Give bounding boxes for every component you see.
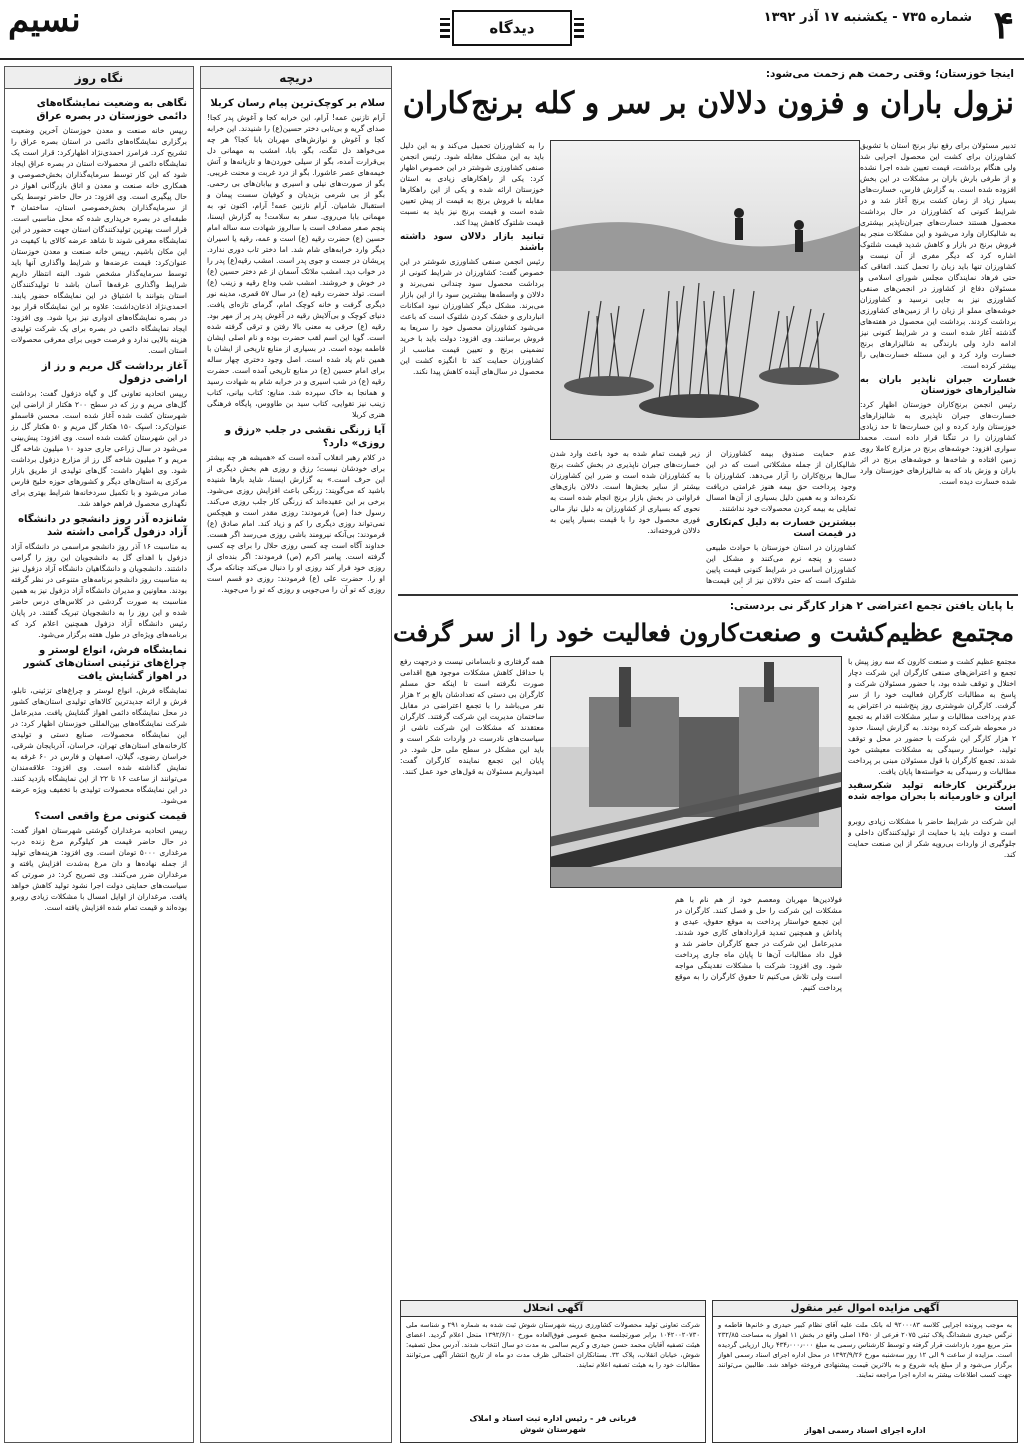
- article-paragraph: تدبیر مسئولان برای رفع نیاز برنج استان با تشویق کشاورزان برای کشت این محصول اجرایی شد ولی هنگام برداشت، قیمت تعیین شده اجرا نشده و از طرفی بارش باران بر مشکلات در این بخش افزوده شده است. به گزارش فارس، خسارت‌های بسیار زیاد از زمان کشت برنج آغاز شد و در شرایط کنونی که کشاورزان در حال برداشت محصول هستند خسارت‌های جبران‌ناپذیر بیشتری به شالیکاران وارد می‌شود و این مشکلات منجر به فروش برنج در بازار و کاهش شدید قیمت شلتوک اشاره کرد که دیگر مفری از آن نیست و کشاورزان تنها باید زبان را تحمل کنند. اتفاقی که حتی فرهاد نمایندگان مجلس شورای اسلامی و مسئولان دفاع از کشاورز در انجمن‌های صنفی کشاورزی نیز به جایی نرسید و کشاورزان خوشه‌های مملو از زبان را از زمین‌های کشاورزی برداشت کردند. برداشت این محصول در هفته‌های گذشته آغاز شده است و در شرایط کنونی نیز ادامه دارد ولی بارندگی به شالیزارهای برنج خسارت وارد کرد و این مسئله خسارت‌هایی را بیشتر کرده است.: [860, 141, 1016, 370]
- article-headline: نزول باران و فزون دلالان بر سر و کله برنج‌کاران: [402, 86, 1014, 121]
- article-body: [400, 656, 544, 1086]
- article-subheading: خسارت جبران ناپذیر باران به شالیزارهای خوزستان: [860, 375, 1016, 396]
- ad-title: آگهی انحلال: [401, 1301, 705, 1317]
- newspaper-logo: نسیم: [8, 0, 81, 40]
- ad-text: به موجب پرونده اجرایی کلاسه ۹۲۰۰۰۸۳ له بانک ملت علیه آقای نظام کبیر حیدری و خانم‌ها فاطمه و نرگس حیدری ششدانگ پلاک ثبتی ۲۰۷۵ فرعی از ۱۴۵۰ اصلی واقع در بخش ۱۱ اهواز به مساحت ۲۳۲/۸۵ متر مربع مورد بازداشت قرار گرفته و توسط کارشناس رسمی به مبلغ ۴۳۴٫۰۰۰٫۰۰۰ ریال ارزیابی گردیده است. مزایده از ساعت ۹ الی ۱۲ روز سه‌شنبه مورخ ۱۳۹۲/۹/۲۶ در محل اداره اجرای اسناد رسمی اهواز برگزار می‌شود و از مبلغ پایه شروع و به بالاترین قیمت پیشنهادی فروخته خواهد شد. طالبین می‌توانند جهت کسب اطلاعات بیشتر به اداره اجرا مراجعه نمایند.: [718, 1321, 1013, 1379]
- news-text: به مناسبت ۱۶ آذر روز دانشجو مراسمی در دانشگاه آزاد دزفول با اهدای گل به دانشجویان این روز را گرامی داشتند. دانشجویان و دانشگاهیان دانشگاه آزاد دزفول نیز به مناسبت روز دانشجو برنامه‌های متنوعی در نظر گرفته بودند. معاونین و مدیران دانشگاه آزاد دزفول نیز به همین مناسبت به صورت گردشی در کلاس‌های درس حاضر شده و این روز را به دانشجویان تبریک گفتند. در پایان رئیس دانشگاه آزاد دزفول همچنین اعلام کرد که برنامه‌های ویژه‌ای در طول هفته برگزار می‌شود.: [11, 542, 187, 639]
- article-paragraph: رئیس انجمن صنفی کشاورزی شوشتر در این خصوص گفت: کشاورزان در شرایط کنونی از برداشت محصول سود چندانی نمی‌برند و دلالان و واسطه‌ها بیشترین سود را از این بازار می‌برند. مشکل دیگر کشاورزان نبود امکانات انبارداری و خشک کردن شلتوک است که باعث می‌شود کشاورزان محصول خود را سریعا به فروش برسانند. وی افزود: دولت باید با خرید تضمینی برنج و تعیین قیمت مناسب از کشاورزان حمایت کند تا انگیزه کشت این محصول در سال‌های آینده کاهش پیدا نکند.: [400, 257, 544, 376]
- section-title: دیدگاه: [452, 10, 572, 46]
- ad-signature: قربانی فر - رئیس اداره ثبت اسناد و املاک: [469, 1414, 637, 1423]
- issue-info: شماره ۷۳۵ - یکشنبه ۱۷ آذر ۱۳۹۲: [763, 10, 972, 25]
- article-kicker: با پایان یافتن تجمع اعتراضی ۲ هزار کارگر نی بردستی:: [729, 600, 1014, 612]
- news-headline: قیمت کنونی مرغ واقعی است؟: [34, 811, 187, 822]
- article-body: [675, 894, 842, 1084]
- news-text: آرام تازنین عمه! آرام، این خرابه کجا و آغوش پدر کجا! صدای گریه و بی‌تابی دختر حسین(ع) را شنیدند. این خرابه کجا و آغوش و نوازش‌های مهربان بابا کجا؟ هر چه می‌خواهد دل تنگت، بگو. بابا، امشب به مهمانی دل بی‌قرارت آمده، بگو از سیلی خوردن‌ها و تازیانه‌ها و آتش خیمه‌های عصر عاشورا. بگو از درد غربت و محنت غریبی. بگو از صورت‌های نیلی و اسیری و بیابان‌های بی رحمی. بگو از بی شرمی بزیدیان و کوفیان سست پیمان و استقبال شامیان. آرام نازنین عمه! آرام، اکنون تو، به مهمانی بابا می‌روی. سفر به سلامت! به گزارش ایسنا، پنجم صفر مصادف است با سالروز شهادت سه ساله امام حسین (ع) حضرت رقیه (ع) است و عمه، رقیه یا اسیران دیگر وارد خرابه‌های شام شد. اما دختر تاب دوری ندارد. پریشان در جست و جوی پدر است. امشب رقیه(ع) پدر را در خواب دید. امشب ملائک آسمان از غم دختر حسین (ع) در خوش و خروشند. امشب شب وداع رقیه و زینب (ع) است. تولد حضرت رقیه (ع) در سال ۵۷ قمری، مدینه نور دیگری گرفت و خانه کوچک امام، گرمای تازه‌ای یافت. دنیای کوچک و بی‌آلایش رقیه در آغوش پدر پر از مهر بود. رقیه (ع) حرفی به معنی بالا رفتن و ترقی گرفته شده است. گویا این اسم لقب حضرت بوده و نام اصلی ایشان فاطمه بوده است. در بسیاری از منابع تاریخی از ایشان با همین نام یاد شده است. اصل وجود دختری چهار ساله برای امام حسین (ع) در منابع تاریخی آمده است. حضرت رقیه (ع) در شب اسیری و در خرابه شام به شهادت رسید و همانجا به خاک سپرده شد. منابع: کتاب بیانی، کتاب زینب نیز تقوایی، کتاب سید بن طاووس، پایگاه فرهنگی هنری کربلا: [207, 113, 385, 419]
- news-headline: آغاز برداشت گل مریم و رز از اراضی دزفول: [41, 361, 187, 385]
- ad-title: آگهی مزایده اموال غیر منقول: [713, 1301, 1017, 1317]
- article-paragraph: را به کشاورزان تحمیل می‌کند و به این دلیل باید به این مشکل مقابله شود. رئیس انجمن صنفی کشاورزی شوشتر در این خصوص اظهار کرد: یکی از راهکارهای زیادی به استان خوزستان ارائه شده و یکی از این راهکارها مقابله با فروش برنج به قیمت از پیش تعیین شده است و قیمت برنج نیز باید به نسبت قیمت شلتوک کاهش پیدا کند.: [400, 141, 544, 227]
- news-text: رییس اتحادیه تعاونی گل و گیاه دزفول گفت: برداشت گل‌های مریم و رز که در سطح ۲۰۰ هکتار از اراضی این شهرستان کشت شده آغاز شده است. محسن قاسملو عنوان‌کرد: اسپک ۱۵۰ هکتار گل مریم و ۵۰ هکتار گل رز در این شهرستان کشت شده است. وی افزود: پیش‌بینی می‌شود در سال زراعی جاری حدود ۱۰ میلیون شاخه گل مریم و ۲ میلیون شاخه گل رز از مزارع دزفول برداشت شود. وی اظهار داشت: گل‌های تولیدی از طریق بازار مرکزی به استان‌های دیگر و کشورهای حوزه خلیج فارس صادر می‌شود و با تکمیل سردخانه‌ها شرایط بهتری برای نگهداری محصول فراهم خواهد شد.: [11, 389, 187, 508]
- article-headline: مجتمع عظیم‌کشت و صنعت‌کارون فعالیت خود را از سر گرفت: [393, 618, 1014, 647]
- news-headline: شانزده آذر روز دانشجو در دانشگاه آزاد دزفول گرامی داشته شد: [18, 514, 187, 538]
- article-paragraph: همه گرفتاری و نابسامانی نیست و درجهت رفع با حداقل کاهش مشکلات موجود هیچ اقدامی صورت نگرفته است تا اینکه حق مسلم کارگران بی دستی که تعدادشان بالغ بر ۲ هزار نفر می‌باشد را با تجمع اعتراضی در مقابل ساختمان مدیریت این شرکت گرفتند. کارگران معتقدند که مشکلات این شرکت ناشی از سیاست‌های نادرست در واردات شکر است و باید این مشکل در سطح ملی حل شود. در پایان این تجمع نماینده کارگران گفت: امیدواریم مسئولان به قول‌های خود عمل کنند.: [400, 657, 544, 776]
- ad-signature: اداره اجرای اسناد رسمی اهواز: [804, 1426, 926, 1435]
- article-subheading: تبانید بازار دلالان سود داشته باشند: [400, 232, 544, 253]
- article-kicker: اینجا خوزستان؛ وقتی رحمت هم زحمت می‌شود:: [765, 68, 1014, 80]
- section-divider: [398, 594, 1018, 596]
- auction-ad: [712, 1300, 1018, 1443]
- news-text: در کلام رهبر انقلاب آمده است که «همیشه هر چه بیشتر برای خودشان نیست؛ رزق و روزی هم بخش دیگری از این حرف است.» به گزارش ایسنا، شاید بارها شنیده باشید که می‌گویند: زرنگی باعث افزایش روزی می‌شود. برخی بر این عقیده‌اند که زرنگی کار جلب روزی می‌کند. رسول خدا (ص) فرمودند: روزی مقدر است و هیچکس نمی‌تواند روزی دیگری را کم و زیاد کند. امام صادق (ع) فرمودند: بی‌آنکه نیرومند باشی روزی می‌رسد اگر هست. خداوند آگاه است چه کسی روزی حلال را برای چه کسی گرفته است. پیامبر اکرم (ص) فرمودند: اگر بنده‌ای از روزی خود فرار کند روزی او را دنبال می‌کند چنانکه مرگ او را. حضرت علی (ع) فرمودند: روزی دو قسم است روزی که تو آن را می‌جویی و روزی که تو را می‌جوید.: [207, 453, 385, 594]
- article-body: [400, 140, 544, 588]
- rice-field-photo: [550, 140, 860, 440]
- article-body: [706, 448, 856, 588]
- ad-signature: شهرستان شوش: [520, 1425, 586, 1434]
- article-body: [860, 140, 1016, 560]
- column-nagah-rooz: [4, 66, 194, 1443]
- factory-illustration: [550, 657, 841, 888]
- article-paragraph: مجتمع عظیم کشت و صنعت کارون که سه روز پیش با تجمع و اعتراض‌های صنفی کارگران این شرکت دچار اختلال و توقف شده بود، با حضور مسئولان شرکت و پاسخ به مطالبات کارگران فعالیت خود را از سر گرفت. کارگران شوشتری روز پنج‌شنبه در اعتراض به عدم پرداخت مطالبات و سایر مشکلات اقدام به تجمع در محوطه شرکت کرده بودند. به گزارش ایسنا، حدود ۲ هزار کارگر این شرکت با حضور در محل و توقف تولید، خواستار رسیدگی به مشکلات معیشتی خود شدند. تجمع کارگران با قول مسئولان مبنی بر پرداخت مطالبات و رسیدگی به خواسته‌ها پایان یافت.: [848, 657, 1016, 776]
- column-body: [5, 89, 193, 920]
- factory-photo: [550, 656, 842, 888]
- news-headline: آیا زرنگی نقشی در جلب «رزق و روزی» دارد؟: [224, 425, 385, 449]
- article-body: [550, 448, 700, 588]
- news-headline: نگاهی به وضعیت نمایشگاه‌های دائمی خوزستان در بصره عراق: [36, 98, 187, 122]
- rice-field-illustration: [550, 141, 859, 440]
- article-paragraph: کشاورزان در استان خوزستان با حوادث طبیعی دست و پنجه نرم می‌کنند و مشکل این کشاورزان اساسی در شرایط کنونی قیمت پایین شلتوک است که حتی دلالان نیز از این قیمت‌ها: [706, 543, 856, 585]
- article-subheading: بیشترین خسارت به دلیل کم‌تکاری در قیمت است: [706, 518, 856, 539]
- column-title: دریچه: [201, 67, 391, 89]
- news-headline: سلام بر کوچک‌ترین پیام رسان کربلا: [210, 98, 385, 109]
- article-paragraph: عدم حمایت صندوق بیمه کشاورزان از شالیکاران از جمله مشکلاتی است که در این سال‌ها برنج‌کاران را آزار می‌دهد. کشاورزان با وجود پرداخت حق بیمه هنوز غرامتی دریافت نکرده‌اند و به همین دلیل بسیاری از آن‌ها امسال تمایلی به بیمه کردن محصولات خود نداشتند.: [706, 449, 856, 513]
- column-body: [201, 89, 391, 602]
- page-header: [0, 0, 1024, 60]
- article-body: [848, 656, 1016, 1086]
- dissolution-ad: [400, 1300, 706, 1443]
- column-daricheh: [200, 66, 392, 1443]
- article-paragraph: فولادین‌ها مهربان ومعصم خود از هم نام با هم مشکلات این شرکت را حل و فصل کنند. کارگران در این تجمع خواستار پرداخت به موقع حقوق، عیدی و پاداش و همچنین تمدید قراردادهای کاری خود شدند. مدیرعامل این شرکت در جمع کارگران حاضر شد و قول داد مطالبات آن‌ها تا پایان ماه جاری پرداخت شود. وی افزود: شرکت با مشکلات نقدینگی مواجه است ولی تلاش می‌کنیم تا حقوق کارگران را به موقع پرداخت کنیم.: [675, 895, 842, 992]
- page-number: ۴: [993, 2, 1014, 47]
- news-text: نمایشگاه فرش، انواع لوستر و چراغ‌های تزئینی، تابلو، فرش و ارائه جدیدترین کالاهای تولیدی استان‌های کشور در محل نمایشگاه دائمی اهواز گشایش یافت. مدیرعامل شرکت نمایشگاه‌های بین‌المللی خوزستان اظهار کرد: در این نمایشگاه محصولات، صنایع دستی و تولیدی کارخانه‌های استان‌های تهران، خراسان، آذربایجان شرقی، خراسان رضوی، گیلان، اصفهان و فارس در ۶۰ غرفه به نمایش گذاشته شده است. وی افزود: علاقه‌مندان می‌توانند از ساعت ۱۶ تا ۲۲ از این نمایشگاه بازدید کنند. در این نمایشگاه محصولات تولیدی با تخفیف ویژه عرضه می‌شود.: [11, 686, 188, 805]
- news-text: رییس اتحادیه مرغداران گوشتی شهرستان اهواز گفت: در حال حاضر قیمت هر کیلوگرم مرغ زنده درب مرغداری ۵۰۰۰ تومان است. وی افزود: هزینه‌های تولید از جمله نهاده‌ها و دان مرغ به‌شدت افزایش یافته و مرغداران ضرر می‌کنند. وی تصریح کرد: در صورتی که سیاست‌های حمایتی دولت اجرا نشود تولید کاهش خواهد یافت. مرغداران از اوایل امسال با مشکلات زیادی روبرو بوده‌اند و قیمت تمام شده افزایش یافته است.: [11, 826, 187, 912]
- ad-text: شرکت تعاونی تولید محصولات کشاورزی زرینه شهرستان شوش ثبت شده به شماره ۲۹۱ و شناسه ملی ۱۰۴۲۰۰۲۰۷۳۰ برابر صورتجلسه مجمع عمومی فوق‌العاده مورخ ۱۳۹۲/۶/۱۰ منحل اعلام گردید. اعضای هیئت تصفیه آقایان محمد حسن حیدری و کریم سالمی به مدت دو سال انتخاب شدند. آدرس محل تصفیه: شوش، خیابان انقلاب، پلاک ۳۲. بستانکاران احتمالی ظرف مدت دو ماه از تاریخ انتشار آگهی می‌توانند مطالبات خود را به هیئت تصفیه اعلام نمایند.: [406, 1321, 700, 1369]
- news-headline: نمایشگاه فرش، انواع لوستر و چراغ‌های تزئینی استان‌های کشور در اهواز گشایش یافت: [23, 645, 187, 682]
- news-text: رییس خانه صنعت و معدن خوزستان آخرین وضعیت برگزاری نمایشگاه‌های دائمی در استان بصره عراق را تشریح کرد. فرامرز احمدی‌نژاد اظهارکرد: قرار است یک نمایشگاه دائمی از محصولات استان در بصره عراق ایجاد شود که این کار توسط سرمایه‌گذاران بخش‌خصوصی و همکاری خانه صنعت و معدن و اتاق بازرگانی اهواز در حال پیگیری است. وی افزود: در حال حاضر توسط یکی از سرمایه‌گذاران بخش‌خصوصی استان، ساختمان ۴ طبقه‌ای در بصره خریداری شده که محل مناسبی است. قرار است بهترین تولیدکنندگان استان جهت حضور در این نمایشگاه معرفی شوند تا شاهد عرضه کالای با کیفیت در این مکان باشیم. رییس خانه صنعت و معدن خوزستان عنوان‌کرد: قیمت عرضه‌ها و شرایط واگذاری آنها باید توسط سرمایه‌گذار مشخص شود. البته انتظار داریم شرایط واگذاری غرفه‌ها آسان باشد تا تولیدکنندگان استان بتوانند با اشتیاق در این نمایشگاه حضور یابند. احمدی‌نژاد اذعان‌داشت: علاوه بر این نمایشگاه قرار بود در بصره نمایشگاه‌های ادواری نیز برپا شود. وی افزود: ایجاد نمایشگاه دائمی در بصره برای یک شرکت تولیدی هزینه بالایی ندارد و فرصت خوبی برای معرفی محصولات استان است.: [11, 126, 187, 355]
- article-subheading: بزرگترین کارخانه تولید شکرسفید ایران و خاورمیانه با بحران مواجه شده است: [848, 781, 1016, 813]
- article-paragraph: زیر قیمت تمام شده به خود باعث وارد شدن خسارت‌های جبران ناپذیری در بخش کشت برنج به کشاورزان شده است و ضرر این کشاورزان بیشتر از سایر بخش‌ها است. دلالان بازی‌های فراوانی در بخش بازار برنج انجام شده است به نحوی که بسیاری از کشاورزان به دلیل نیاز مالی فوری محصول خود را با قیمت بسیار پایین به دلالان فروخته‌اند.: [550, 449, 700, 535]
- column-title: نگاه روز: [5, 67, 193, 89]
- article-paragraph: این شرکت در شرایط حاضر با مشکلات زیادی روبرو است و دولت باید با حمایت از تولیدکنندگان داخلی و جلوگیری از واردات بی‌رویه شکر از این صنعت حمایت کند.: [848, 817, 1016, 859]
- article-paragraph: رئیس انجمن برنج‌کاران خوزستان اظهار کرد: خسارت‌های جبران ناپذیری به شالیزارهای خوزستان وارد کرده و این خسارت‌ها تا حد زیادی کشاورزان را در تنگنا قرار داده است. محمد سواری افزود: خوشه‌های برنج در مزارع کاملا روی زمین افتاده و شاخه‌ها و خوشه‌های برنج در اثر باران و وزش باد که به شالیزارهای خوزستان وارد شده خسارت دیده است.: [860, 400, 1016, 486]
